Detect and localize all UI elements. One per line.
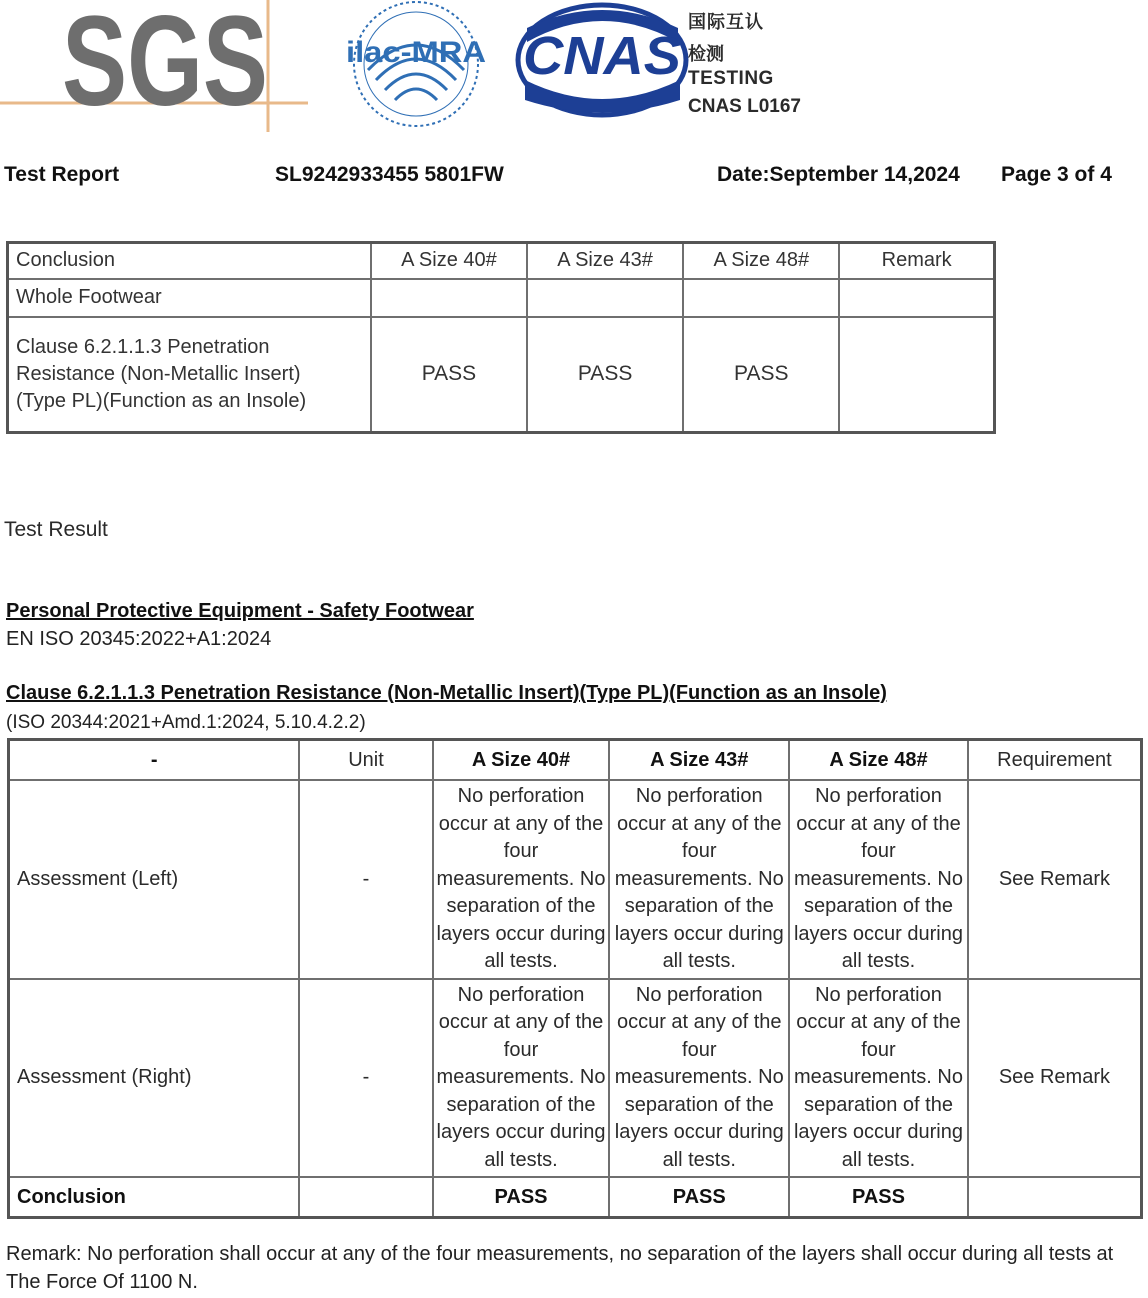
standard-title: Personal Protective Equipment - Safety Footwear bbox=[6, 600, 474, 622]
empty-cell bbox=[839, 279, 994, 317]
result-table-header bbox=[9, 740, 1142, 781]
header-cell: Unit bbox=[299, 740, 432, 781]
table-row bbox=[8, 279, 995, 317]
cnas-chinese-line2: 检测 bbox=[688, 44, 724, 64]
header-cell: A Size 43# bbox=[609, 740, 789, 781]
sgs-logo-text: SGS bbox=[62, 0, 268, 133]
ilac-mra-logo bbox=[343, 0, 493, 130]
header-cell: A Size 48# bbox=[789, 740, 968, 781]
table-row bbox=[9, 780, 1142, 979]
requirement-cell: See Remark bbox=[968, 780, 1142, 979]
clause-title: Clause 6.2.1.1.3 Penetration Resistance (Non-Metallic Insert)(Type PL)(Function as an Insole) bbox=[6, 682, 887, 704]
report-number: SL9242933455 5801FW bbox=[275, 163, 504, 186]
remark-text: Remark: No perforation shall occur at any of the four measurements, no separation of the layers shall occur during all tests at The Force Of 1100 N. bbox=[6, 1243, 1114, 1293]
empty-cell bbox=[968, 1177, 1142, 1218]
standard-number: EN ISO 20345:2022+A1:2024 bbox=[6, 628, 272, 650]
report-label: Test Report bbox=[4, 163, 120, 186]
row-label: Assessment (Right) bbox=[9, 979, 300, 1178]
cnas-logo-text: CNAS bbox=[523, 26, 681, 86]
result-cell: No perforation occur at any of the four measurements. No separation of the layers occur during all tests. bbox=[789, 780, 968, 979]
empty-cell bbox=[683, 279, 839, 317]
result-cell: PASS bbox=[527, 317, 683, 433]
report-date: Date:September 14,2024 bbox=[717, 163, 960, 186]
unit-cell: - bbox=[299, 979, 432, 1178]
conclusion-table-header bbox=[8, 243, 995, 279]
header-cell: Remark bbox=[839, 243, 994, 279]
cnas-testing-label: TESTING bbox=[688, 68, 774, 89]
conclusion-table bbox=[6, 241, 996, 434]
result-cell: No perforation occur at any of the four measurements. No separation of the layers occur during all tests. bbox=[609, 979, 789, 1178]
result-cell: PASS bbox=[683, 317, 839, 433]
sgs-logo bbox=[0, 0, 310, 135]
table-row bbox=[9, 979, 1142, 1178]
cnas-chinese-line1: 国际互认 bbox=[688, 12, 764, 32]
header-cell: A Size 40# bbox=[433, 740, 610, 781]
group-label: Whole Footwear bbox=[8, 279, 371, 317]
conclusion-cell: PASS bbox=[609, 1177, 789, 1218]
clause-label: Clause 6.2.1.1.3 Penetration Resistance (Non-Metallic Insert)(Type PL)(Function as an Insole) bbox=[8, 317, 371, 433]
header-cell: - bbox=[9, 740, 300, 781]
clause-reference: (ISO 20344:2021+Amd.1:2024, 5.10.4.2.2) bbox=[6, 712, 366, 733]
result-cell: No perforation occur at any of the four measurements. No separation of the layers occur during all tests. bbox=[433, 780, 610, 979]
ilac-logo-text: ilac-MRA bbox=[346, 36, 486, 69]
header-cell: A Size 43# bbox=[527, 243, 683, 279]
empty-cell bbox=[299, 1177, 432, 1218]
conclusion-label: Conclusion bbox=[9, 1177, 300, 1218]
conclusion-row bbox=[9, 1177, 1142, 1218]
result-table bbox=[7, 738, 1143, 1219]
header-cell: A Size 48# bbox=[683, 243, 839, 279]
section-heading: Test Result bbox=[4, 518, 108, 541]
empty-cell bbox=[527, 279, 683, 317]
conclusion-cell: PASS bbox=[789, 1177, 968, 1218]
conclusion-cell: PASS bbox=[433, 1177, 610, 1218]
table-row bbox=[8, 317, 995, 433]
header-cell: A Size 40# bbox=[371, 243, 527, 279]
header-cell: Requirement bbox=[968, 740, 1142, 781]
result-cell: No perforation occur at any of the four measurements. No separation of the layers occur during all tests. bbox=[609, 780, 789, 979]
row-label: Assessment (Left) bbox=[9, 780, 300, 979]
result-cell: No perforation occur at any of the four measurements. No separation of the layers occur during all tests. bbox=[789, 979, 968, 1178]
result-cell: PASS bbox=[371, 317, 527, 433]
remark-cell bbox=[839, 317, 994, 433]
unit-cell: - bbox=[299, 780, 432, 979]
cnas-accreditation-code: CNAS L0167 bbox=[688, 96, 801, 117]
empty-cell bbox=[371, 279, 527, 317]
result-cell: No perforation occur at any of the four measurements. No separation of the layers occur during all tests. bbox=[433, 979, 610, 1178]
header-cell: Conclusion bbox=[8, 243, 371, 279]
cnas-logo bbox=[515, 0, 690, 120]
requirement-cell: See Remark bbox=[968, 979, 1142, 1178]
page-number: Page 3 of 4 bbox=[1001, 163, 1112, 186]
